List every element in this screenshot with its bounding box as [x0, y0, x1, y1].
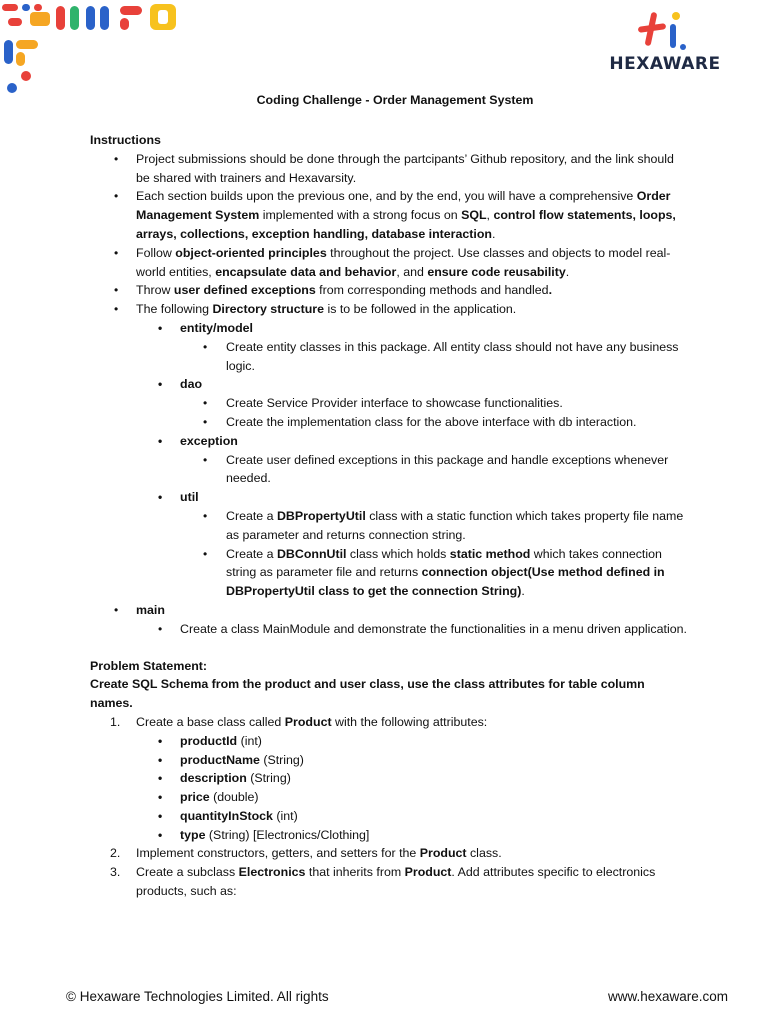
footer-website: www.hexaware.com: [607, 989, 728, 1004]
attribute-item: [90, 732, 690, 751]
directory-detail: • Create Service Provider interface to showcase functionalities.: [90, 394, 690, 413]
hexaware-hi-mark-icon: [600, 10, 730, 54]
problem-subheading: Create SQL Schema from the product and user class, use the class attributes for table column names.: [90, 677, 645, 711]
attribute-type: (int): [237, 733, 262, 748]
attribute-item: [90, 826, 690, 845]
steps-list: [90, 713, 690, 901]
attribute-name: quantityInStock: [180, 808, 273, 823]
attribute-name: productName: [180, 752, 260, 767]
attribute-type: (String) [Electronics/Clothing]: [205, 827, 370, 842]
step-item: 3. Create a subclass Electronics that inherits from Product. Add attributes specific to electronics products, such as:: [110, 865, 656, 899]
directory-name: entity/model: [180, 320, 253, 335]
directory-detail: • Create entity classes in this package. All entity class should not have any business logic.: [90, 338, 690, 376]
attribute-type: (String): [259, 752, 304, 767]
step-number: 3.: [110, 865, 121, 880]
attribute-item: [90, 769, 690, 788]
instruction-item: • Throw user defined exceptions from corresponding methods and handled.: [90, 281, 690, 300]
hexaware-logo: [600, 10, 730, 80]
directory-detail: • Create a class MainModule and demonstrate the functionalities in a menu driven application.: [90, 620, 690, 639]
decorative-color-bars-graphic: [0, 0, 190, 100]
directory-name: util: [180, 490, 199, 505]
step-item: 2. Implement constructors, getters, and setters for the Product class.: [90, 844, 690, 863]
footer-copyright: © Hexaware Technologies Limited. All rights: [66, 989, 329, 1004]
directory-item: [90, 319, 690, 375]
attribute-name: type: [180, 827, 206, 842]
instruction-item: • Follow object-oriented principles throughout the project. Use classes and objects to model real-world entities, encapsulate data and behavior, and ensure code reusability.: [90, 244, 690, 282]
attribute-item: [90, 751, 690, 770]
directory-list: [90, 319, 690, 601]
attribute-type: (String): [246, 771, 291, 786]
document-body: [90, 131, 690, 901]
instruction-item: • The following Directory structure is to be followed in the application. • entity/model • Create entity classes in this package. All entity class should not have any business logic. • dao • Create Service Provider interface to showcase functionalities. • Create the implementation class for the above interface with db interaction. • exception • Create user defined exceptions in this package and handle exceptions whenever needed. • util • Create a DBPropertyUtil class with a static function which takes property file name as parameter and returns connection string. • Create a DBConnUtil class which holds static method which takes connection string as parameter file and returns connection object(Use method defined in DBPropertyUtil class to get the connection String).: [90, 300, 690, 601]
instruction-item: • Each section builds upon the previous one, and by the end, you will have a comprehensive Order Management System implemented with a strong focus on SQL, control flow statements, loops, arrays, collections, exception handling, database interaction.: [90, 187, 690, 243]
directory-item: [90, 432, 690, 488]
step-item: 1. Create a base class called Product with the following attributes: • productId (int) • productName (String) • description (String) • price (double) • quantityInStock (int) • type (String) [Electronics/Clothing]: [90, 713, 690, 845]
attribute-name: price: [180, 790, 210, 805]
directory-name: exception: [180, 433, 238, 448]
instruction-item: • Project submissions should be done through the partcipants’ Github repository, and the link should be shared with trainers and Hexavarsity.: [90, 150, 690, 188]
problem-heading: Problem Statement:: [90, 658, 208, 673]
attribute-type: (int): [272, 808, 298, 823]
attribute-item: [90, 807, 690, 826]
product-attributes-list: [90, 732, 690, 845]
directory-detail: • Create the implementation class for the above interface with db interaction.: [90, 413, 690, 432]
attribute-item: [90, 788, 690, 807]
page-title: Coding Challenge - Order Management System: [256, 93, 534, 107]
directory-detail: • Create user defined exceptions in this package and handle exceptions whenever needed.: [90, 451, 690, 489]
step-number: 2.: [110, 846, 121, 861]
directory-item: [90, 488, 690, 601]
attribute-type: (double): [209, 790, 259, 805]
instructions-heading: Instructions: [90, 133, 161, 147]
directory-item: [90, 375, 690, 431]
directory-name: dao: [180, 377, 203, 392]
directory-name: main: [136, 602, 165, 617]
directory-detail: • Create a DBPropertyUtil class with a static function which takes property file name as parameter and returns connection string.: [90, 507, 690, 545]
directory-detail: • Create a DBConnUtil class which holds static method which takes connection string as parameter file and returns connection object(Use method defined in DBPropertyUtil class to get the connection String).: [90, 545, 690, 601]
attribute-name: productId: [180, 733, 238, 748]
instructions-list: [90, 150, 690, 639]
attribute-name: description: [180, 771, 247, 786]
brand-name: HEXAWARE: [609, 54, 721, 74]
directory-item-main: [90, 601, 690, 639]
step-number: 1.: [110, 714, 121, 729]
